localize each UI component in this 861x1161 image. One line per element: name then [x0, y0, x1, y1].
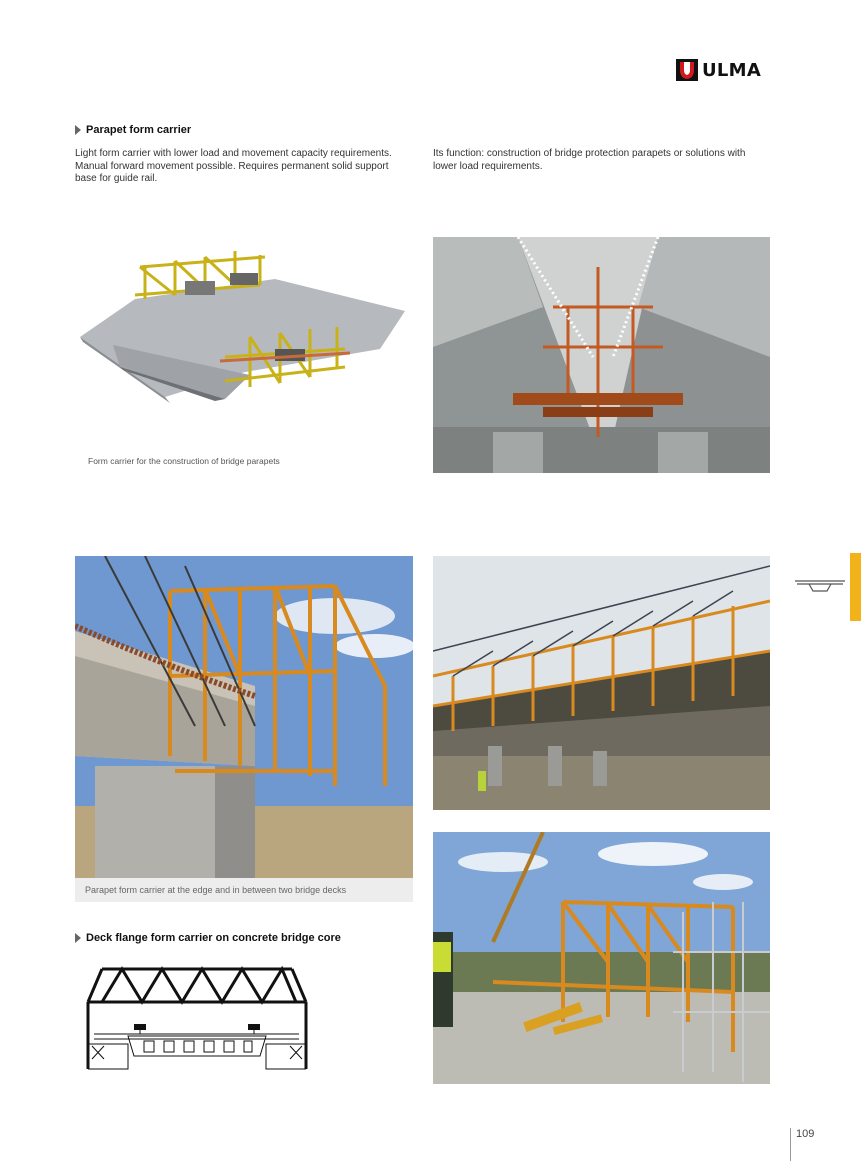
under-bridge-photo [433, 237, 770, 473]
chapter-tab [850, 553, 861, 621]
section-title: Deck flange form carrier on concrete bridge core [86, 932, 341, 944]
edge-form-carrier-photo [75, 556, 413, 902]
bullet-arrow-icon [75, 933, 81, 943]
render-caption: Form carrier for the construction of bridge parapets [88, 456, 280, 466]
deck-flange-drawing [84, 964, 309, 1074]
bullet-arrow-icon [75, 125, 81, 135]
intro-paragraph-left: Light form carrier with lower load and movement capacity requirements. Manual forward movement possible. Requires permanent solid support base for guide rail. [75, 148, 392, 184]
section-heading-parapet [75, 124, 191, 136]
section-title: Parapet form carrier [86, 124, 192, 136]
bridge-section-icon [793, 578, 847, 594]
page-number-divider [790, 1128, 791, 1161]
intro-paragraph-right: Its function: construction of bridge protection parapets or solutions with lower load requirements. [433, 148, 746, 172]
page-number: 109 [796, 1128, 815, 1140]
edge-photo-caption: Parapet form carrier at the edge and in between two bridge decks [75, 878, 413, 902]
carrier-assembly-photo [433, 832, 770, 1084]
ulma-logo [676, 58, 771, 82]
section-heading-deck-flange [75, 932, 341, 944]
brand-name: ULMA [702, 59, 762, 81]
ulma-logo-mark-icon [676, 59, 698, 81]
form-carrier-render-image [75, 237, 410, 409]
bridge-deck-carriers-photo [433, 556, 770, 810]
